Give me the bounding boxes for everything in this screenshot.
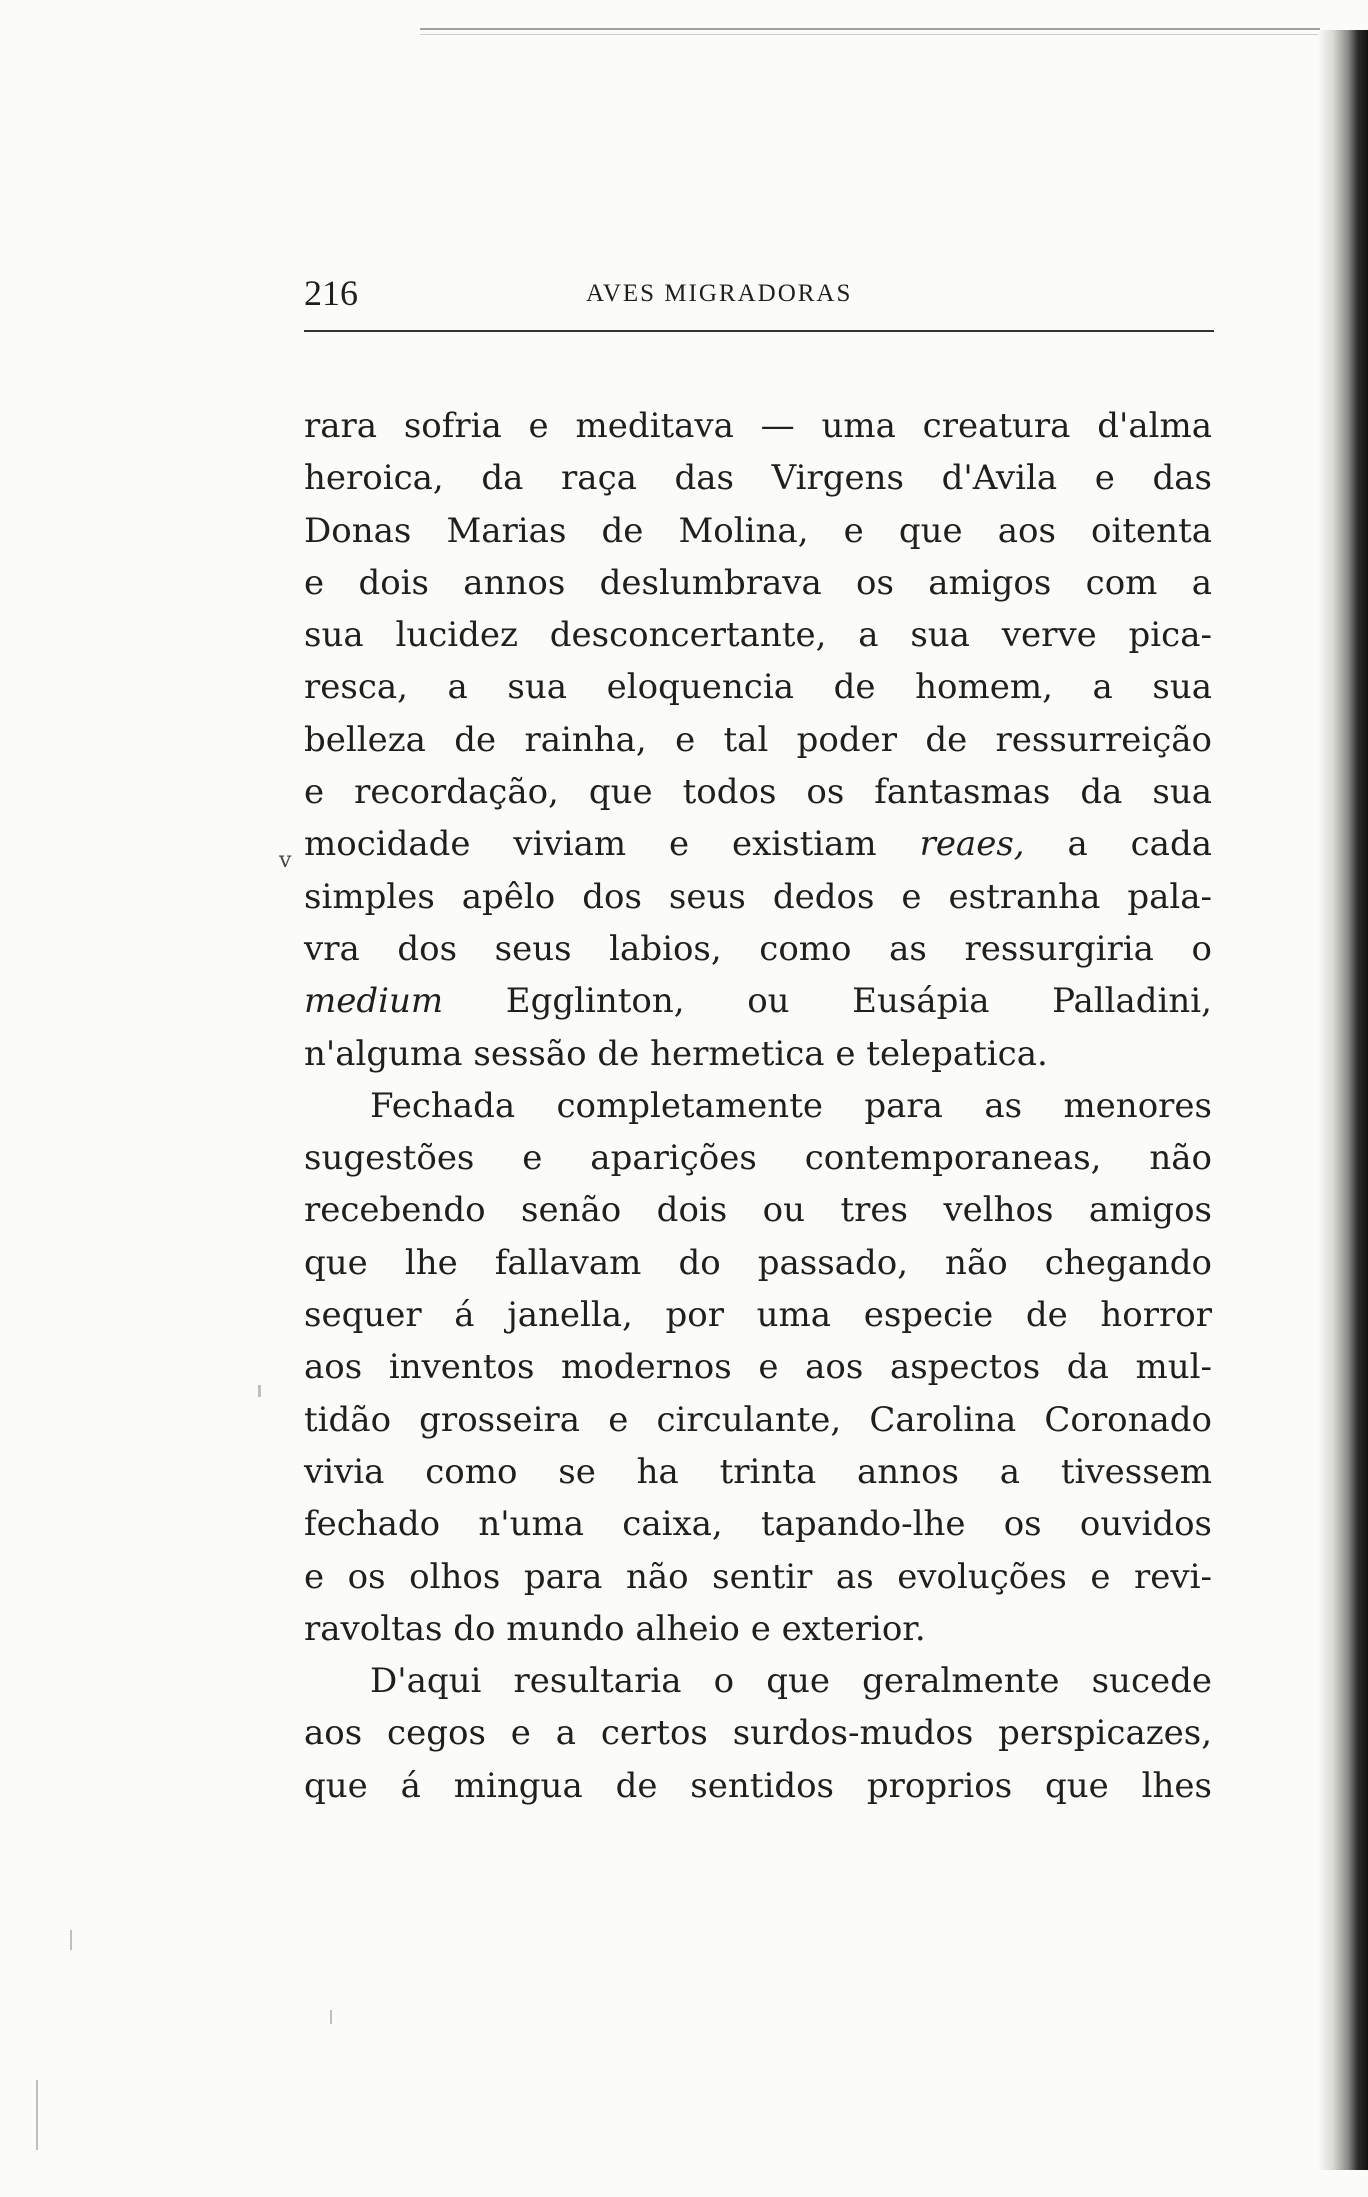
text-line: fechado n'uma caixa, tapando-lhe os ouvidos — [304, 1504, 1212, 1545]
paper-speck — [36, 2080, 38, 2150]
text-line: recebendo senão dois ou tres velhos amigos — [304, 1190, 1212, 1231]
text-line: sugestões e aparições contemporaneas, não — [304, 1138, 1212, 1179]
running-head — [304, 268, 1214, 318]
italic-word: reaes, — [919, 824, 1025, 865]
body-text — [304, 400, 1212, 1812]
text-line: resca, a sua eloquencia de homem, a sua — [304, 667, 1212, 708]
text-line: n'alguma sessão de hermetica e telepatica. — [304, 1033, 1048, 1074]
text-run: mocidade viviam e existiam — [304, 824, 920, 865]
text-run: Egglinton, ou Eusápia Palladini, — [443, 981, 1212, 1022]
text-line: simples apêlo dos seus dedos e estranha pala- — [304, 876, 1212, 917]
paper-speck — [258, 1385, 261, 1397]
text-line: aos cegos e a certos surdos-mudos perspicazes, — [304, 1713, 1212, 1754]
book-spine-shadow — [1318, 30, 1368, 2170]
text-line: heroica, da raça das Virgens d'Avila e das — [304, 458, 1212, 499]
margin-mark: v — [279, 848, 292, 873]
top-edge-line — [420, 28, 1320, 30]
italic-word: medium — [304, 981, 444, 1022]
text-line: e dois annos deslumbrava os amigos com a — [304, 562, 1212, 603]
top-edge-line-faint — [420, 34, 1320, 35]
paper-speck — [330, 2010, 332, 2024]
text-line: e recordação, que todos os fantasmas da sua — [304, 772, 1212, 813]
text-line: tidão grosseira e circulante, Carolina Coronado — [304, 1399, 1212, 1440]
text-line: ravoltas do mundo alheio e exterior. — [304, 1608, 926, 1649]
text-line: que lhe fallavam do passado, não chegando — [304, 1242, 1212, 1283]
text-line: belleza de rainha, e tal poder de ressurreição — [304, 719, 1212, 760]
text-line: sequer á janella, por uma especie de horror — [304, 1295, 1212, 1336]
text-line — [304, 818, 1212, 870]
text-line: rara sofria e meditava — uma creatura d'alma — [304, 406, 1212, 446]
header-rule — [304, 330, 1214, 332]
text-line: que á mingua de sentidos proprios que lhes — [304, 1765, 1212, 1806]
text-line: vivia como se ha trinta annos a tivessem — [304, 1451, 1212, 1492]
text-line: Donas Marias de Molina, e que aos oitenta — [304, 510, 1212, 551]
text-line: aos inventos modernos e aos aspectos da mul- — [304, 1347, 1212, 1388]
text-line: sua lucidez desconcertante, a sua verve pica- — [304, 615, 1212, 656]
paper-speck — [70, 1930, 72, 1950]
text-run: a cada — [1024, 824, 1212, 865]
text-line: vra dos seus labios, como as ressurgiria o — [304, 928, 1212, 969]
text-line: e os olhos para não sentir as evoluções e revi- — [304, 1556, 1212, 1597]
book-title: AVES MIGRADORAS — [586, 280, 853, 307]
page-number: 216 — [304, 273, 358, 313]
text-line: Fechada completamente para as menores — [370, 1085, 1212, 1126]
text-line — [304, 975, 1212, 1027]
text-line: D'aqui resultaria o que geralmente sucede — [370, 1661, 1212, 1702]
